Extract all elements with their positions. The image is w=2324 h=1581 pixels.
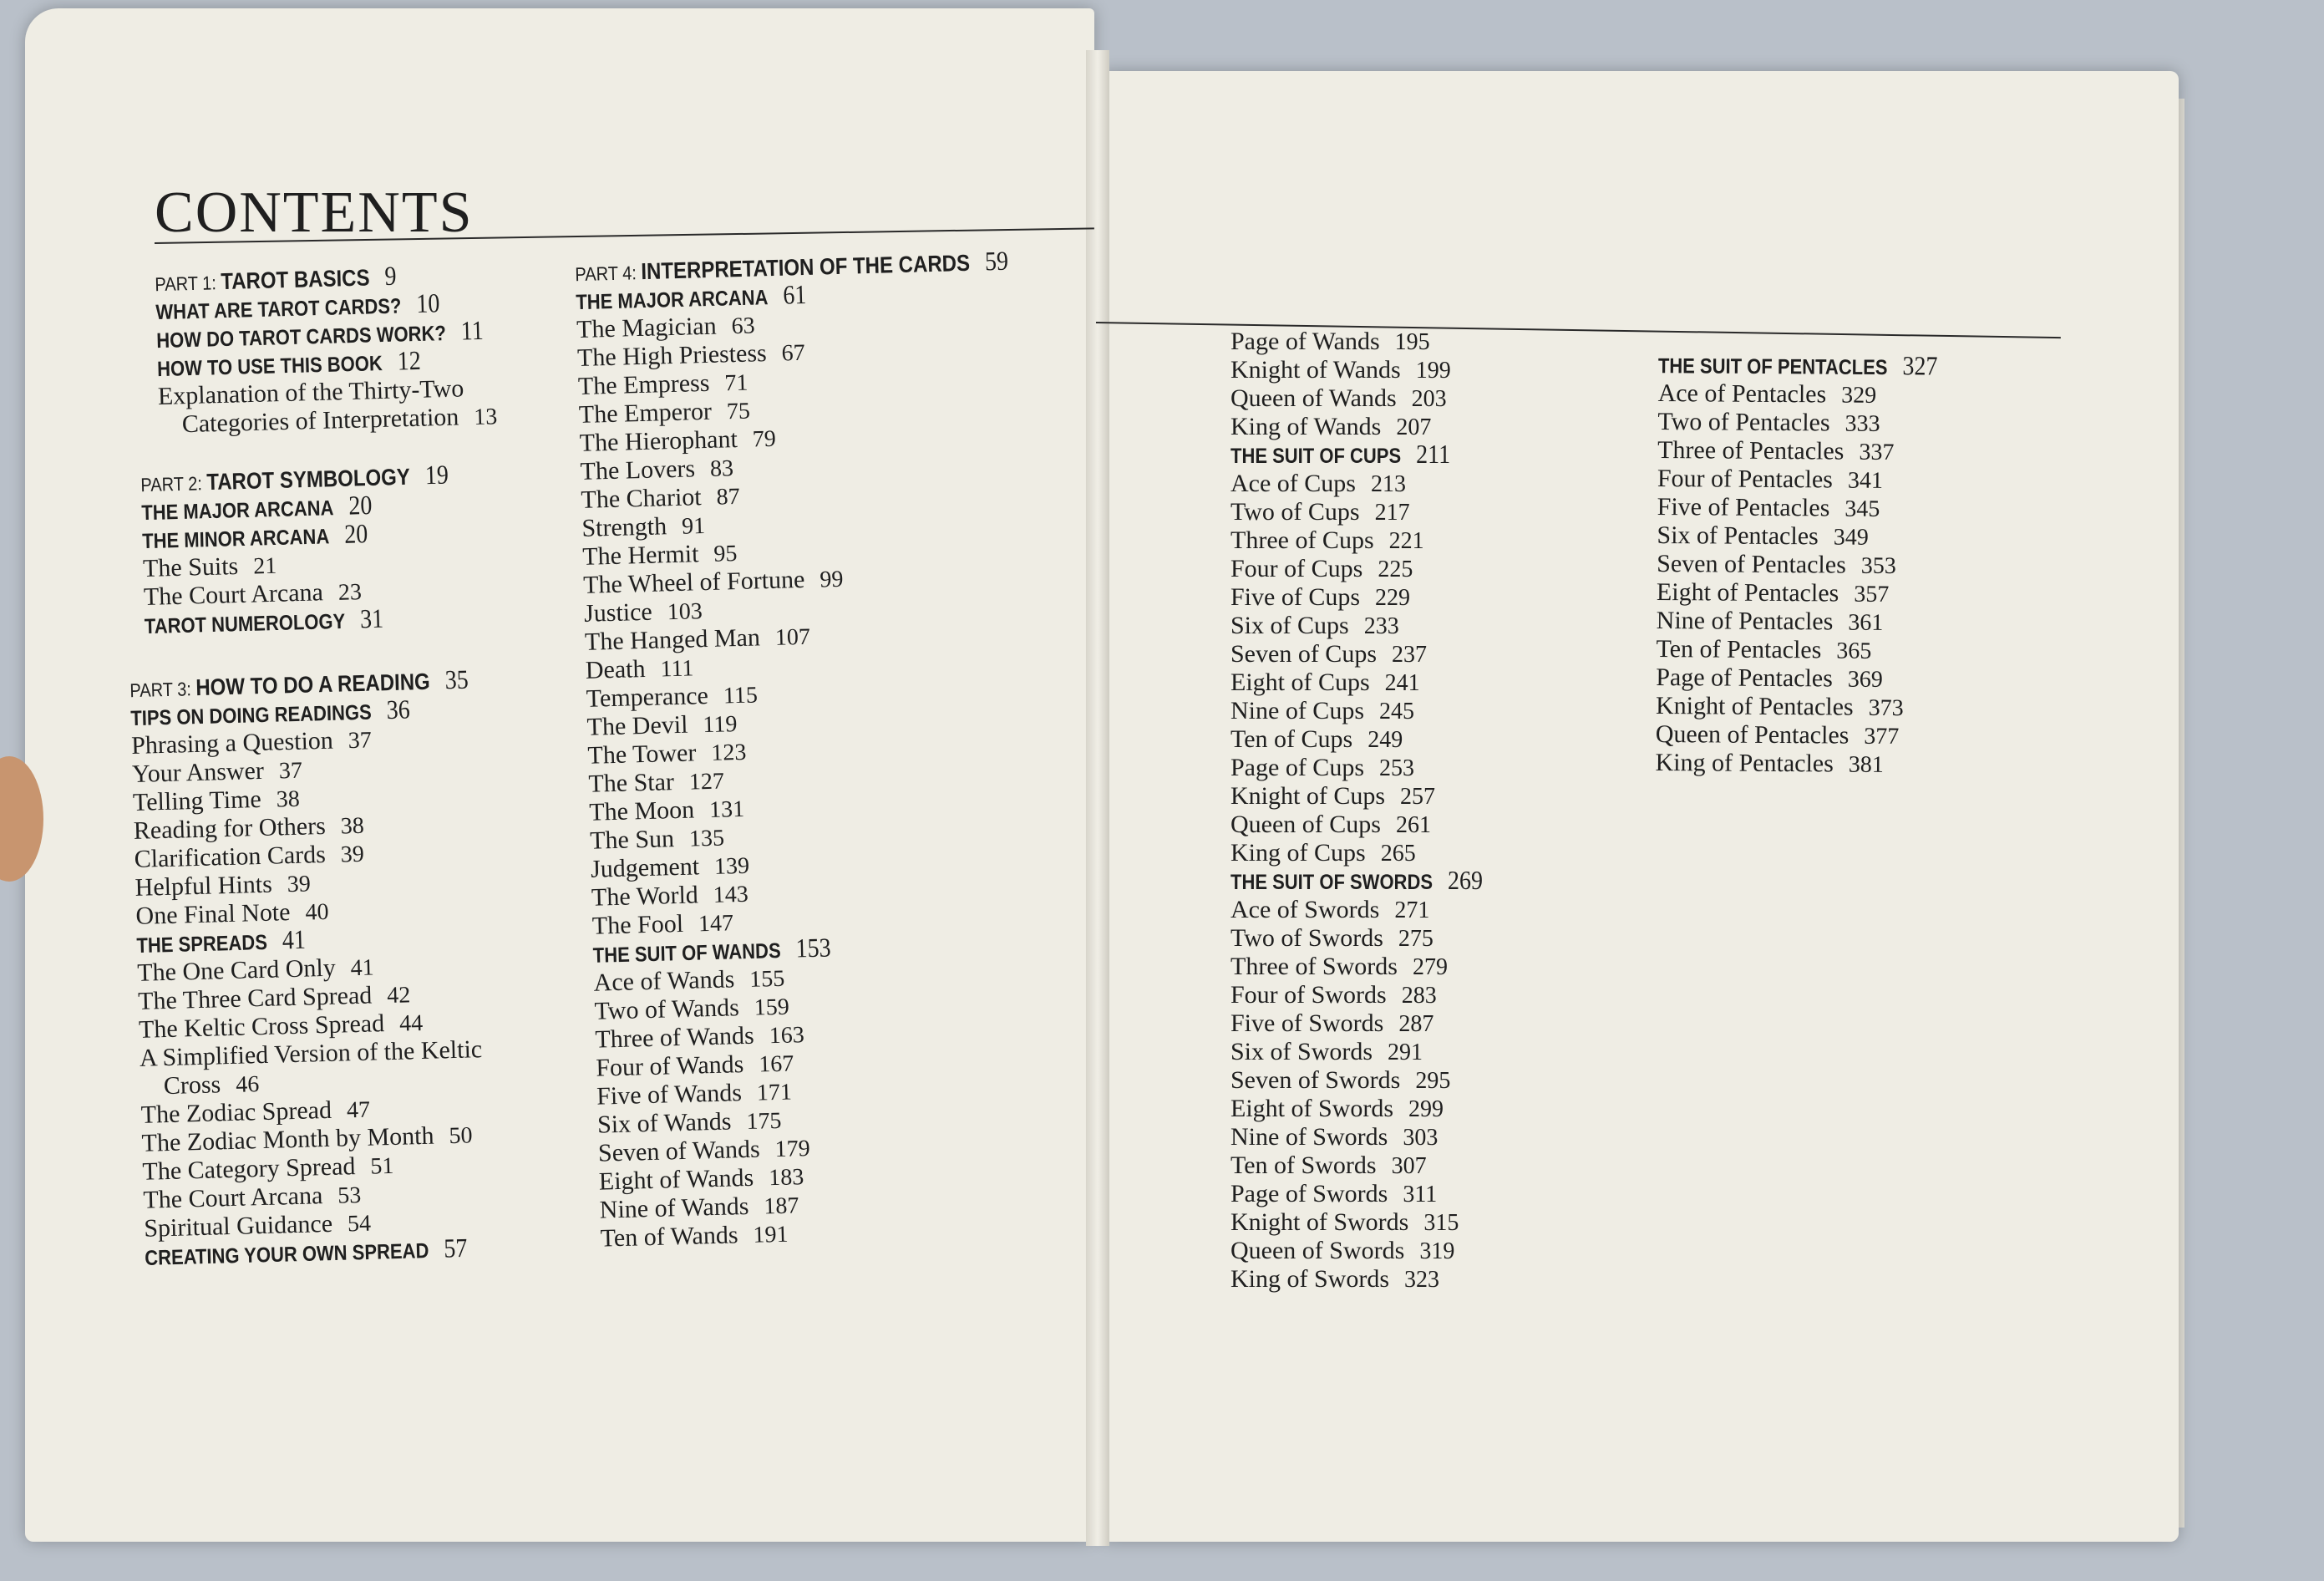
toc-page-number: 195 [1394,329,1430,355]
toc-entry [1231,896,1483,924]
toc-entry-label: Four of Cups [1231,555,1363,582]
toc-entry-label: THE MINOR ARCANA [141,524,330,553]
toc-entry-label: Your Answer [131,756,265,788]
toc-page-number: 13 [473,404,498,431]
toc-entry [1656,663,1936,694]
toc-entry [1231,1123,1483,1151]
toc-entry [1231,439,1483,471]
toc-page-number: 155 [748,965,785,993]
toc-entry-label: Page of Swords [1231,1180,1388,1207]
toc-entry [1656,720,1936,750]
toc-page-number: 87 [716,483,741,511]
toc-entry-label: Ace of Wands [593,965,735,997]
toc-page-number: 46 [235,1071,260,1098]
toc-page-number: 61 [782,280,807,311]
toc-entry-label: Five of Pentacles [1657,492,1830,522]
toc-entry-label: Ace of Swords [1231,896,1380,923]
toc-page-number: 143 [713,881,749,908]
toc-page-number: 57 [443,1233,468,1264]
toc-page-number: 9 [384,262,397,292]
toc-entry-label: The Emperor [578,397,713,429]
toc-entry [1231,782,1483,811]
toc-page-number: 207 [1396,414,1432,440]
toc-entry-label: Ten of Swords [1231,1151,1377,1179]
toc-page-number: 307 [1391,1153,1427,1179]
toc-entry-label: Cross [163,1070,221,1101]
toc-entry-label: Six of Pentacles [1657,521,1819,551]
toc-entry-label: Seven of Swords [1231,1066,1401,1094]
toc-entry [1231,1009,1483,1038]
toc-entry [1231,328,1483,356]
toc-entry-label: Two of Cups [1231,498,1360,526]
toc-entry [1231,526,1483,555]
toc-entry [1657,408,1937,438]
toc-page-number: 115 [723,682,759,709]
toc-page-number: 153 [795,933,832,964]
toc-part-prefix: PART 1: [155,272,221,296]
toc-entry-label: The Hanged Man [584,623,761,656]
toc-entry-label: Justice [583,597,653,628]
toc-entry [1231,811,1483,839]
toc-page-number: 135 [688,825,725,852]
toc-entry [1231,640,1483,668]
toc-entry [1231,1265,1483,1294]
toc-page-number: 47 [346,1096,371,1124]
toc-entry-label: THE SUIT OF SWORDS [1231,870,1433,894]
toc-entry-label: Six of Wands [596,1107,732,1139]
toc-page-number: 41 [350,954,375,982]
toc-page-number: 41 [282,925,307,956]
toc-page-number: 365 [1836,638,1872,664]
toc-page-number: 131 [708,796,745,824]
toc-page-number: 327 [1902,351,1938,382]
toc-page-number: 319 [1419,1238,1455,1264]
toc-entry [1657,578,1936,608]
toc-page-number: 191 [753,1221,789,1248]
toc-part-label: TAROT BASICS [220,265,370,296]
toc-page-number: 361 [1848,609,1884,636]
toc-entry-label: Two of Swords [1231,924,1383,952]
toc-column-part2 [140,461,453,640]
toc-page-number: 279 [1412,954,1448,980]
toc-entry [1657,521,1936,552]
toc-entry [1231,583,1483,612]
toc-entry [1231,1095,1483,1123]
toc-entry [1231,555,1483,583]
toc-entry-label: Ten of Wands [600,1221,738,1253]
toc-page-number: 221 [1388,528,1424,554]
toc-entry [1231,1180,1483,1208]
toc-entry-label: WHAT ARE TAROT CARDS? [155,293,402,324]
toc-page-number: 315 [1423,1210,1459,1236]
toc-entry [1231,498,1483,526]
toc-entry-label: The High Priestess [576,339,768,372]
toc-entry-label: Ten of Pentacles [1656,634,1822,664]
toc-entry-label: Nine of Swords [1231,1123,1388,1151]
toc-entry-label: Six of Cups [1231,612,1349,639]
toc-page-number: 35 [444,664,469,696]
toc-page-number: 213 [1370,471,1406,497]
toc-entry-label: The Keltic Cross Spread [138,1009,385,1044]
toc-page-number: 237 [1392,642,1427,668]
toc-entry [1658,348,1938,383]
toc-page-number: 369 [1847,666,1883,693]
toc-page-number: 39 [287,871,312,898]
toc-entry-label: Knight of Cups [1231,782,1386,810]
toc-page-number: 357 [1854,581,1890,607]
toc-page-number: 349 [1833,524,1869,551]
toc-page-number: 167 [758,1050,794,1078]
toc-entry-label: Nine of Cups [1231,697,1364,724]
toc-entry-label: Categories of Interpretation [181,403,459,439]
toc-page-number: 183 [768,1164,804,1192]
book-gutter [1086,50,1109,1546]
toc-page-number: 245 [1379,699,1414,724]
toc-entry-label: Four of Swords [1231,981,1387,1009]
toc-page-number: 12 [397,346,422,377]
toc-entry-label: The Hierophant [579,424,738,457]
toc-page-number: 147 [698,910,734,938]
toc-column-right-2 [1655,351,1937,779]
contents-title: CONTENTS [155,180,474,245]
toc-entry-label: King of Pentacles [1655,748,1834,778]
toc-entry-label: THE MAJOR ARCANA [575,285,769,314]
toc-entry-label: A Simplified Version of the Keltic [139,1035,483,1072]
toc-entry-label: Four of Pentacles [1657,464,1834,494]
toc-entry [1231,1151,1483,1180]
toc-entry-label: Queen of Wands [1231,384,1397,412]
toc-page-number: 54 [347,1210,372,1238]
toc-page-number: 269 [1448,866,1483,897]
toc-part-prefix: PART 4: [575,262,642,286]
toc-entry [1655,749,1935,779]
toc-entry-label: HOW DO TAROT CARDS WORK? [155,321,447,353]
toc-column-part4 [575,247,1034,1253]
toc-entry-label: THE SUIT OF WANDS [592,938,782,968]
toc-entry-label: King of Swords [1231,1265,1390,1293]
toc-entry-label: Ace of Pentacles [1657,379,1827,409]
toc-entry [1656,635,1936,665]
toc-entry-label: The Court Arcana [143,1182,323,1214]
toc-entry-label: The Court Arcana [143,578,324,611]
toc-page-number: 199 [1415,358,1451,384]
toc-page-number: 19 [424,460,449,491]
toc-page-number: 127 [688,768,725,796]
toc-entry-label: Three of Cups [1231,526,1374,554]
toc-entry-label: Spiritual Guidance [143,1209,333,1243]
toc-entry-label: The One Card Only [136,953,337,987]
toc-entry [1231,612,1483,640]
toc-page-number: 53 [337,1182,362,1209]
toc-entry-label: Six of Swords [1231,1038,1373,1065]
toc-page-number: 44 [398,1009,424,1037]
toc-entry-label: Five of Swords [1231,1009,1384,1037]
toc-page-number: 163 [769,1022,805,1050]
toc-page-number: 91 [681,513,706,540]
toc-entry-label: Seven of Cups [1231,640,1377,668]
toc-entry [1231,924,1483,953]
toc-entry-label: Seven of Wands [597,1135,761,1167]
toc-page-number: 36 [386,694,411,726]
toc-entry [1231,865,1483,897]
toc-page-number: 217 [1374,500,1410,526]
toc-page-number: 31 [359,604,384,635]
toc-entry-label: TIPS ON DOING READINGS [129,699,373,730]
toc-entry-label: Phrasing a Question [130,726,334,760]
toc-page-number: 37 [348,727,373,755]
toc-page-number: 283 [1401,983,1437,1009]
toc-entry-label: Page of Wands [1231,328,1380,355]
toc-page-number: 111 [660,655,694,683]
toc-page-number: 211 [1416,440,1451,470]
toc-entry-label: The Category Spread [142,1152,356,1186]
toc-page-number: 103 [667,598,703,626]
toc-page-number: 241 [1384,670,1420,696]
toc-page-number: 381 [1848,751,1884,778]
toc-page-number: 95 [713,541,738,567]
toc-entry-label: Three of Pentacles [1657,435,1844,465]
toc-page-number: 21 [252,552,277,580]
toc-entry-label: Helpful Hints [134,870,273,902]
toc-entry-label: Eight of Cups [1231,668,1370,696]
toc-entry-label: The Wheel of Fortune [582,565,805,599]
toc-page-number: 261 [1395,812,1431,838]
toc-page-number: 265 [1380,841,1416,867]
toc-page-number: 287 [1398,1011,1434,1037]
toc-entry [1231,1237,1483,1265]
toc-page-number: 203 [1411,386,1447,412]
toc-entry-label: King of Cups [1231,839,1366,867]
toc-entry-label: Queen of Cups [1231,811,1381,838]
toc-entry [1231,981,1483,1009]
toc-column-part3 [129,666,503,1272]
toc-entry [1657,465,1937,495]
toc-entry-label: The Sun [589,825,675,855]
toc-page-number: 99 [819,566,844,593]
toc-page-number: 303 [1403,1125,1439,1151]
toc-page-number: 171 [756,1079,793,1106]
toc-page-number: 20 [348,491,373,521]
toc-entry [1231,754,1483,782]
toc-entry-label: Three of Swords [1231,953,1398,980]
toc-page-number: 229 [1375,585,1411,611]
toc-page-number: 123 [710,739,747,766]
toc-entry-label: Queen of Swords [1231,1237,1405,1264]
toc-page-number: 271 [1394,897,1430,923]
toc-page-number: 175 [746,1107,782,1135]
toc-entry [1231,413,1483,441]
toc-page-number: 329 [1841,382,1877,409]
toc-entry [1231,384,1483,413]
toc-entry-label: Eight of Wands [598,1163,754,1196]
toc-entry-label: Nine of Pentacles [1656,606,1834,636]
toc-page-number: 179 [774,1135,811,1163]
toc-page-number: 23 [337,579,363,606]
toc-entry [1231,470,1483,498]
toc-page-number: 323 [1404,1267,1440,1293]
toc-page-number: 299 [1408,1096,1444,1122]
toc-part-label: TAROT SYMBOLOGY [206,464,411,496]
toc-entry-label: Temperance [586,681,709,713]
toc-page-number: 249 [1368,727,1403,753]
toc-page-number: 10 [415,288,440,320]
toc-part-prefix: PART 3: [129,679,196,702]
toc-entry-label: Strength [581,512,667,542]
toc-entry-label: Knight of Swords [1231,1208,1409,1236]
toc-entry-label: The Tower [587,739,697,770]
toc-entry-label: THE SUIT OF CUPS [1231,444,1402,468]
toc-page-number: 311 [1403,1182,1438,1207]
toc-page-number: 38 [340,812,365,840]
toc-entry-label: The Hermit [581,540,699,571]
toc-part-label: INTERPRETATION OF THE CARDS [640,250,971,286]
toc-page-number: 71 [724,369,748,397]
toc-entry [1231,1066,1483,1095]
toc-page-number: 139 [713,852,750,880]
toc-entry-label: HOW TO USE THIS BOOK [156,351,383,381]
toc-page-number: 75 [726,398,751,425]
toc-entry-label: Nine of Wands [599,1192,749,1224]
toc-entry-label: The Moon [588,796,695,826]
toc-entry-label: Eight of Swords [1231,1095,1393,1122]
toc-page-number: 79 [752,425,777,453]
toc-entry-label: THE MAJOR ARCANA [140,496,334,525]
toc-page-number: 51 [370,1152,394,1180]
toc-entry-label: Eight of Pentacles [1656,577,1839,607]
toc-entry-label: Seven of Pentacles [1657,549,1846,579]
toc-page-number: 373 [1868,694,1904,722]
toc-page-number: 225 [1378,557,1413,582]
toc-entry-label: Page of Pentacles [1656,663,1833,693]
toc-entry-label: Knight of Pentacles [1655,691,1854,721]
toc-page-number: 20 [343,519,368,550]
toc-entry-label: The Empress [577,369,710,400]
toc-column-part1 [155,260,498,440]
toc-page-number: 333 [1844,410,1880,437]
toc-page-number: 253 [1379,755,1414,781]
toc-entry-label: The Lovers [580,455,696,485]
toc-page-number: 119 [703,711,738,739]
toc-page-number: 42 [386,982,411,1009]
toc-entry [1231,1208,1483,1237]
toc-entry-label: King of Wands [1231,413,1382,440]
toc-entry-label: Judgement [590,852,700,883]
toc-entry [1231,839,1483,867]
toc-page-number: 50 [449,1122,473,1150]
toc-entry-label: Five of Wands [596,1079,743,1111]
toc-entry-label: Two of Wands [594,994,740,1025]
toc-page-number: 295 [1415,1068,1451,1094]
toc-entry-label: Clarification Cards [134,840,327,873]
toc-page-number: 37 [278,757,303,785]
toc-entry [1657,607,1936,637]
toc-entry-label: Page of Cups [1231,754,1364,781]
toc-page-number: 291 [1388,1040,1423,1065]
toc-entry-label: One Final Note [135,898,291,930]
toc-entry-label: The Star [588,768,675,798]
toc-part-label: HOW TO DO A READING [195,668,431,702]
toc-page-number: 39 [340,841,365,868]
toc-page-number: 38 [276,785,301,813]
toc-entry-label: The Zodiac Month by Month [141,1121,434,1157]
toc-entry-label: Knight of Wands [1231,356,1401,384]
toc-entry [1657,436,1937,466]
toc-entry-label: Three of Wands [595,1021,755,1054]
toc-part-prefix: PART 2: [140,473,207,496]
toc-entry-label: Explanation of the Thirty-Two [157,374,464,410]
toc-entry-label: Queen of Pentacles [1655,719,1850,750]
toc-entry [1231,953,1483,981]
toc-entry-label: The Zodiac Spread [140,1096,332,1129]
toc-page-number: 63 [731,313,756,340]
toc-entry-label: THE SUIT OF PENTACLES [1657,353,1888,379]
toc-page-number: 107 [774,623,811,651]
toc-page-number: 337 [1859,439,1895,465]
toc-page-number: 67 [781,339,806,367]
toc-entry [1658,379,1938,409]
toc-entry-label: Ace of Cups [1231,470,1356,497]
toc-page-number: 345 [1844,496,1880,522]
toc-page-number: 275 [1398,926,1433,952]
toc-entry [1231,725,1483,754]
toc-entry-label: Two of Pentacles [1657,407,1830,437]
toc-page-number: 159 [754,994,790,1021]
toc-page-number: 40 [305,898,329,926]
toc-entry-label: The Three Card Spread [137,981,373,1015]
toc-entry-label: Ten of Cups [1231,725,1353,753]
toc-entry-label: The Suits [142,552,239,582]
toc-entry-label: The World [591,881,699,912]
toc-entry-label: The Chariot [581,483,703,514]
toc-entry-label: CREATING YOUR OWN SPREAD [144,1238,429,1270]
toc-entry-label: Death [585,654,646,684]
toc-entry [1231,697,1483,725]
toc-page-number [479,376,480,402]
toc-entry-label: Telling Time [132,785,262,816]
toc-entry-label: Reading for Others [133,811,327,845]
toc-page-number: 257 [1400,784,1436,810]
toc-entry-label: The Magician [576,312,718,343]
toc-entry [1657,550,1936,580]
toc-page-number: 83 [709,455,734,482]
toc-page-number: 187 [764,1192,799,1220]
toc-entry [1231,1038,1483,1066]
toc-entry [1231,356,1483,384]
toc-column-right-1 [1231,328,1483,1294]
toc-entry-label: THE SPREADS [136,929,268,958]
toc-page-number: 353 [1860,552,1896,579]
toc-page-number: 11 [460,316,485,347]
toc-page-number: 59 [984,247,1009,277]
toc-entry-label: The Devil [586,710,688,741]
toc-page-number: 377 [1864,723,1900,750]
toc-page-number: 341 [1847,467,1883,494]
toc-entry [1656,692,1936,722]
toc-entry-label: The Fool [591,909,684,940]
toc-entry [1657,493,1937,523]
toc-page-number: 233 [1363,613,1399,639]
toc-entry-label: Five of Cups [1231,583,1361,611]
toc-entry-label: Four of Wands [595,1050,744,1082]
toc-entry-label: TAROT NUMEROLOGY [144,608,346,638]
toc-entry [1231,668,1483,697]
